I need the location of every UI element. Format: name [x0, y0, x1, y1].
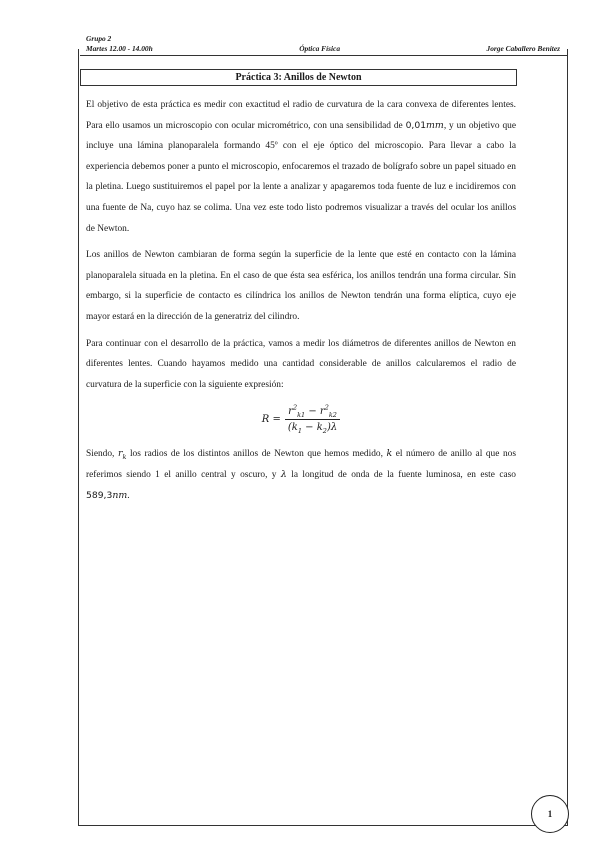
page-header [86, 34, 560, 53]
paragraph-2: Los anillos de Newton cambiaran de forma según la superficie de la lente que esté en contacto con la lámina planoparalela situada en la pletina. En el caso de que ésta sea esférica, los anillos tendrán una forma circular. Sin embargo, si la superficie de contacto es cilíndrica los anillos de Newton tendrán una forma elíptica, cuyo eje mayor estará en la dirección de la generatriz del cilindro. [86, 250, 516, 322]
paragraph-3: Para continuar con el desarrollo de la práctica, vamos a medir los diámetros de diferentes anillos de Newton en diferentes lentes. Cuando hayamos medido una cantidad considerable de anillos calcularemos el radio de curvatura de la superficie con la siguiente expresión: [86, 338, 516, 390]
radius-formula [262, 405, 340, 434]
paragraph-4-text-d: la longitud de onda de la fuente luminosa, en este caso [286, 469, 516, 480]
page-number: 1 [531, 795, 569, 833]
symbol-k: k [386, 448, 393, 460]
formula-block [86, 401, 516, 438]
paragraph-1-text-b: , y un objetivo que incluye una lámina planoparalela formando 45º con el eje óptico del microscopio. Para llevar a cabo la experiencia debemos poner a punto el microscopio, enfocaremos el trazado de bolígrafo sobre un papel situado en la pletina. Luego sustituiremos el papel por la lente a analizar y apagaremos toda fuente de luz e incidiremos con una fuente de Na, cuyo haz se colima. Una vez este todo listo podremos visualizar a través del ocular los anillos de Newton. [86, 120, 516, 234]
page-title: Práctica 3: Anillos de Newton [80, 69, 517, 86]
wavelength-value: 589,3 [86, 489, 113, 501]
header-subject: Óptica Física [299, 43, 341, 53]
header-rule [80, 55, 568, 56]
header-author: Jorge Caballero Benítez [486, 43, 560, 53]
header-schedule: Martes 12.00 - 14.00h [86, 43, 153, 53]
paragraph-1 [86, 95, 516, 239]
paragraph-4 [86, 444, 516, 506]
sensitivity-value: 0,01 [405, 119, 427, 131]
sensitivity-unit: mm [426, 119, 444, 131]
wavelength-unit: nm [112, 489, 128, 501]
paragraph-1-text-a: El objetivo de esta práctica es medir con exactitud el radio de curvatura de la cara convexa de diferentes lentes. Para ello usamos un microscopio con ocular micrométrico, con una sensibilidad de [86, 100, 516, 131]
formula-fraction [285, 405, 340, 434]
header-group: Grupo 2 [86, 34, 112, 43]
paragraph-4-text-b: los radios de los distintos anillos de Newton que hemos medido, [126, 449, 387, 460]
symbol-rk: $r_k$ [117, 448, 127, 462]
formula-numerator: $r^2_{k1} - r^2_{k2}$ [285, 405, 340, 420]
formula-denominator: $(k_1 - k_2)\lambda$ [287, 422, 338, 436]
paragraph-4-text-a: Siendo, [86, 449, 118, 460]
formula-lhs: R = [261, 413, 281, 425]
paragraph-4-text-c: el número de anillo al que nos referimos siendo 1 el anillo central y oscuro, y [86, 449, 516, 480]
document-body [86, 95, 516, 512]
symbol-lambda: λ [280, 468, 287, 480]
paragraph-4-text-e: . [127, 490, 130, 501]
